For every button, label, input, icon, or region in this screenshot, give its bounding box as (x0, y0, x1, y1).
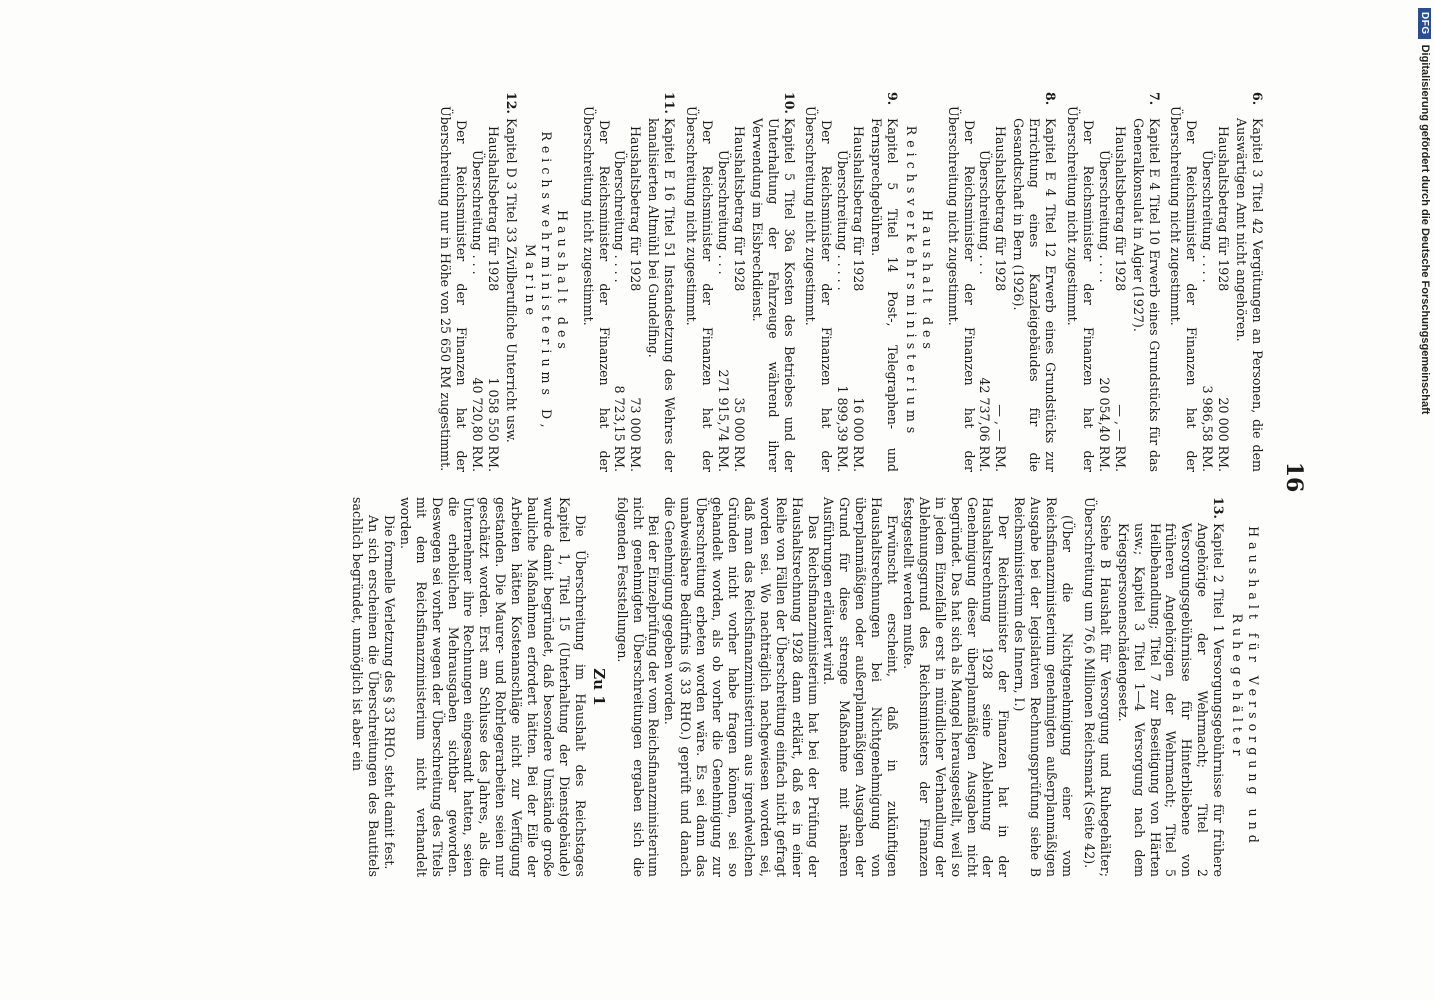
item-text: Kapitel 3 Titel 42 Vergütungen an Personen, die dem Auswärtigen Amt nicht angehören. (1234, 118, 1265, 472)
amount-value: — , — RM. (1112, 404, 1128, 472)
document-page (105, 92, 1305, 882)
budget-item (1058, 92, 1161, 472)
left-column (432, 92, 1266, 472)
item-text: Kapitel 5 Titel 36a Kosten des Betriebes und der Unterhaltung der Fahrzeuge während ihrer Verwendung im Eisbrechdienst. (749, 118, 797, 472)
item-number: 11. (662, 92, 678, 114)
amount-label: Haushaltsbetrag für 1928 (731, 126, 747, 292)
amount-label: Haushaltsbetrag für 1928 (851, 126, 867, 292)
item-text: Kapitel 2 Titel 1 Versorgungsgebührnisse für frühere Angehörige der Wehrmacht; Titel 2 Versorgungsgebührnisse für Hinterbliebene von früheren Angehörigen der Wehrmacht; Titel 5 Heilbehandlung; Titel 7 zur Beseitigung von Härten usw.; Kapitel 3 Titel 1—4 Versorgung nach dem Kriegspersonenschädengesetz. (1115, 523, 1227, 877)
amount-value: 3 986,58 RM. (1200, 385, 1216, 472)
budget-item (1162, 92, 1265, 472)
paragraph-4: Bei der Einzelprüfung der vom Reichsfinanzministerium nicht genehmigten Überschreitungen ergaben sich die folgenden Feststellungen. (614, 497, 662, 877)
amount-label: Überschreitung . . . (977, 150, 993, 275)
amount-label: Überschreitung . . . . (612, 150, 628, 283)
amount-row (731, 92, 747, 472)
approval-note: Der Reichsminister der Finanzen hat der Überschreitung nicht zugestimmt. (684, 106, 715, 472)
digitization-stamp (1410, 8, 1434, 998)
item-number: 13. (1211, 497, 1227, 519)
item-heading (503, 92, 519, 472)
item-heading (1130, 92, 1162, 472)
paragraph-2: Erwünscht erscheint, daß in zukünftigen Haushaltsrechnungen bei Nichtgenehmigung von überplanmäßigen oder außerplanmäßigen Ausgaben der Grund für diese strenge Maßnahme mit näheren Ausführungen erläutert wird. (821, 497, 901, 877)
approval-note: Der Reichsminister der Finanzen hat der Überschreitung nicht zugestimmt. (803, 106, 835, 472)
amount-label: Überschreitung . . . . (1200, 150, 1216, 283)
amount-value: 8 723,15 RM. (612, 385, 628, 472)
item-heading (749, 92, 797, 472)
approval-note: Der Reichsminister der Finanzen hat der Überschreitung nicht zugestimmt. (580, 106, 612, 472)
section-heading-zu-1: Zu 1 (589, 668, 608, 706)
item-number: 8. (1043, 92, 1059, 106)
amount-row (612, 92, 628, 472)
budget-item (574, 92, 677, 472)
amount-label: Haushaltsbetrag für 1928 (993, 126, 1009, 292)
item-text: Kapitel E 4 Titel 10 Erwerb eines Grundstücks für das Generalkonsulat in Algier (1927). (1130, 118, 1162, 472)
item-heading (645, 92, 677, 472)
amount-row (993, 92, 1009, 472)
amount-label: Haushaltsbetrag für 1928 (486, 126, 502, 292)
item-text: Kapitel D 3 Titel 33 Zivilberufliche Unterricht usw. (504, 118, 520, 443)
approval-note: Der Reichsminister der Finanzen hat der Überschreitung nicht zugestimmt. (945, 106, 977, 472)
page-number: 16 (1281, 461, 1307, 493)
zu1-paragraph-2: Die formelle Verletzung des § 33 RHO. steht damit fest. (381, 515, 397, 870)
right-column (349, 497, 1265, 877)
section-heading: Haushalt des Reichsverkehrsministeriums (903, 125, 935, 439)
item-number: 9. (884, 92, 900, 106)
item-number: 12. (504, 92, 520, 114)
item-number: 6. (1250, 92, 1265, 106)
budget-item (677, 92, 796, 472)
amount-value: 16 000 RM. (851, 397, 867, 472)
amount-label: Überschreitung . . . (715, 150, 731, 275)
amount-row (1199, 92, 1215, 472)
item-text: Kapitel 5 Titel 14 Post-, Telegraphen- und Fernsprechgebühren. (869, 118, 900, 472)
amount-label: Überschreitung . . . . . (835, 150, 851, 291)
amount-row (627, 92, 643, 472)
budget-item (939, 92, 1058, 472)
amount-value: 35 000 RM. (731, 397, 747, 472)
amount-label: Haushaltsbetrag für 1928 (1216, 126, 1232, 292)
amount-label: Haushaltsbetrag für 1928 (1112, 126, 1128, 292)
amount-value: 42 737,06 RM. (977, 377, 993, 472)
amount-value: 20 000 RM. (1216, 397, 1232, 472)
amount-row (850, 92, 866, 472)
paragraph-nichtgenehmigung: (Über die Nichtgenehmigung einer vom Reichsfinanzministerium genehmigten außerplanmäßigen Ausgabe bei der legislativen Rechnungsprüfung siehe B Reichsministerium des Innern, I.) (1012, 497, 1076, 877)
paragraph-siehe: Siehe B Haushalt für Versorgung und Ruhegehälter; Überschreitung um 76,6 Millionen Reichsmark (Seite 42). (1081, 497, 1113, 877)
item-heading (868, 92, 900, 472)
item-text: Kapitel E 16 Titel 51 Instandsetzung des Wehres der kanalisierten Altmühl bei Gundelfing. (646, 118, 678, 472)
amount-row (834, 92, 850, 472)
amount-label: Überschreitung . . . (470, 150, 486, 275)
paragraph-1: Der Reichsminister der Finanzen hat in der Haushaltsrechnung 1928 seine Ablehnung der Genehmigung dieser überplanmäßigen Ausgaben nicht begründet. Das hat sich als Mangel herausgestellt, weil so in jedem Einzelfalle erst in mündlicher Verhandlung der Ablehnungsgrund des Reichsministers der Finanzen festgestellt werden mußte. (900, 497, 1012, 877)
amount-value: 73 000 RM. (628, 397, 644, 472)
approval-note: Der Reichsminister der Finanzen hat der Überschreitung nicht zugestimmt. (1168, 106, 1200, 472)
zu1-paragraph-3: An sich erscheinen die Überschreitungen des Bautitels sachlich begründet, unmöglich ist aber ein (350, 497, 382, 877)
item-number: 10. (781, 92, 797, 114)
budget-item (432, 92, 520, 472)
zu1-paragraph-1: Die Überschreitung im Haushalt des Reichstages Kapitel 1, Titel 15 (Unterhaltung der Dienstgebäude) wurde damit begründet, daß besondere Umstände große bauliche Maßnahmen erfordert hätten. Bei der Eile der Arbeiten hätten Kostenanschläge nicht zur Verfügung gestanden. Die Maurer- und Rohrlegerarbeiten seien nur geschätzt worden. Erst am Schlusse des Jahres, als die Unternehmer ihre Rechnungen eingesandt hatten, seien die erheblichen Mehrausgaben sichtbar geworden. Deswegen sei vorher wegen der Überschreitung des Titels mit dem Reichsfinanzministerium nicht verhandelt worden. (397, 497, 588, 877)
section-heading: Haushalt des Reichswehrministeriums D, Marine (522, 131, 570, 433)
amount-row (469, 92, 485, 472)
paragraph-3: Das Reichsfinanzministerium hat bei der Prüfung der Haushaltsrechnung 1928 dann erklärt, daß es in einer Reihe von Fällen der Überschreitung einfach nicht gefragt worden sei. Wo nachträglich nachgewiesen worden sei, daß man das Reichsfinanzministerium aus irgendwelchen Gründen nicht vorher habe fragen können, sei so gehandelt worden, als ob vorher die Genehmigung zur Überschreitung erbeten worden wäre. Es sei dann das unabweisbare Bedürfnis (§ 33 RHO.) geprüft und danach die Genehmigung gegeben worden. (662, 497, 821, 877)
amount-label: Überschreitung . . . . (1096, 150, 1112, 283)
amount-row (1096, 92, 1112, 472)
amount-value: 1 058 550 RM. (486, 377, 502, 472)
dfg-logo: DFG (1419, 8, 1432, 39)
approval-note: Der Reichsminister der Finanzen hat der Überschreitung nicht zugestimmt. (1065, 106, 1096, 472)
item-heading (1233, 92, 1265, 472)
amount-label: Haushaltsbetrag für 1928 (628, 126, 644, 292)
amount-value: — , — RM. (993, 404, 1009, 472)
approval-note: Der Reichsminister der Finanzen hat der Überschreitung nur in Höhe von 25 650 RM zugestimmt. (438, 106, 470, 472)
amount-value: 1 899,39 RM. (835, 385, 851, 472)
amount-value: 20 054,40 RM. (1096, 377, 1112, 472)
item-heading (1010, 92, 1058, 472)
amount-row (1112, 92, 1128, 472)
section-heading-versorgung: Haushalt für Versorgung und Ruhegehälter (1230, 526, 1261, 848)
amount-row (977, 92, 993, 472)
amount-value: 271 915,74 RM. (715, 369, 731, 472)
budget-item (797, 92, 900, 472)
amount-row (485, 92, 501, 472)
amount-row (715, 92, 731, 472)
amount-row (1215, 92, 1231, 472)
amount-value: 40 720,80 RM. (470, 377, 486, 472)
item-13 (1115, 497, 1226, 877)
item-text: Kapitel E 4 Titel 12 Erwerb eines Grundstücks zur Errichtung eines Kanzleigebäudes für die Gesandtschaft in Bern (1926). (1011, 118, 1059, 472)
stamp-text: Digitalisierung gefördert durch die Deutsche Forschungsgemeinschaft (1419, 44, 1431, 415)
item-number: 7. (1146, 92, 1162, 106)
